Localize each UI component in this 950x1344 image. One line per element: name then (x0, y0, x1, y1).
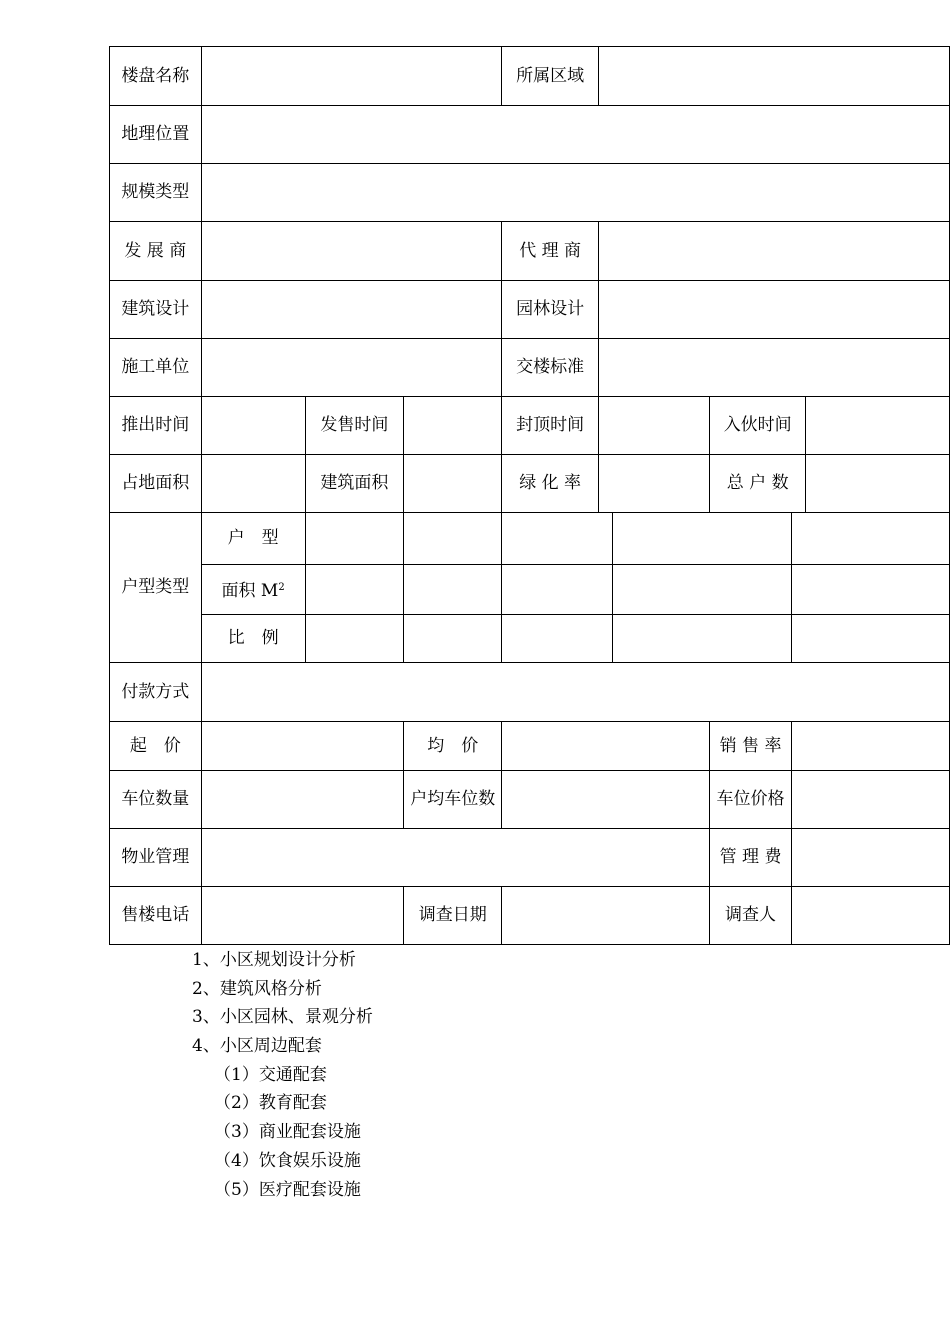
field-payment[interactable] (201, 663, 949, 722)
table-row (110, 47, 950, 106)
label-payment: 付款方式 (110, 663, 202, 722)
note-item: 4、小区周边配套 (192, 1036, 322, 1057)
label-households: 总 户 数 (709, 455, 806, 513)
area-text: 面积 M (221, 581, 279, 601)
note-item: 2、建筑风格分析 (192, 978, 322, 999)
subnote-item: （1）交通配套 (214, 1064, 327, 1085)
field-households[interactable] (806, 455, 950, 513)
field-delivery-standard[interactable] (598, 339, 949, 397)
label-sale-time: 发售时间 (305, 397, 403, 455)
cell-unit-type-1[interactable] (305, 513, 403, 565)
cell-ratio-2[interactable] (404, 615, 502, 663)
table-row (110, 397, 950, 455)
label-topping-time: 封顶时间 (502, 397, 599, 455)
cell-area-1[interactable] (305, 565, 403, 615)
field-green-rate[interactable] (598, 455, 709, 513)
field-survey-date[interactable] (502, 887, 710, 945)
label-parking-price: 车位价格 (709, 771, 791, 829)
note-item: 3、小区园林、景观分析 (192, 1007, 373, 1028)
table-row (110, 513, 950, 565)
table-row (110, 565, 950, 615)
cell-area-5[interactable] (792, 565, 950, 615)
note-item: 1、小区规划设计分析 (192, 950, 356, 970)
label-movein-time: 入伙时间 (709, 397, 806, 455)
table-row (110, 887, 950, 945)
field-developer[interactable] (201, 222, 502, 281)
label-sales-phone: 售楼电话 (110, 887, 202, 945)
field-topping-time[interactable] (598, 397, 709, 455)
label-unit-type: 户 型 (201, 513, 305, 565)
area-superscript: 2 (278, 582, 285, 593)
field-sales-rate[interactable] (792, 722, 950, 771)
subnote-item: （2）教育配套 (214, 1093, 327, 1114)
field-movein-time[interactable] (806, 397, 950, 455)
cell-unit-type-2[interactable] (404, 513, 502, 565)
label-unit-types: 户型类型 (110, 513, 202, 663)
label-delivery-standard: 交楼标准 (502, 339, 599, 397)
survey-form-table (109, 46, 950, 945)
cell-ratio-5[interactable] (792, 615, 950, 663)
table-row (110, 615, 950, 663)
cell-area-2[interactable] (404, 565, 502, 615)
cell-unit-type-3[interactable] (502, 513, 613, 565)
table-row (110, 164, 950, 222)
label-green-rate: 绿 化 率 (502, 455, 599, 513)
field-parking-count[interactable] (201, 771, 403, 829)
field-land-area[interactable] (201, 455, 305, 513)
analysis-notes (192, 946, 373, 1204)
field-property-mgmt[interactable] (201, 829, 709, 887)
field-contractor[interactable] (201, 339, 502, 397)
cell-ratio-4[interactable] (613, 615, 792, 663)
table-row (110, 829, 950, 887)
table-row (110, 771, 950, 829)
field-avg-price[interactable] (502, 722, 710, 771)
label-district: 所属区域 (502, 47, 599, 106)
field-landscape-design[interactable] (598, 281, 949, 339)
field-arch-design[interactable] (201, 281, 502, 339)
field-launch-time[interactable] (201, 397, 305, 455)
cell-area-4[interactable] (613, 565, 792, 615)
label-mgmt-fee: 管 理 费 (709, 829, 791, 887)
label-surveyor: 调查人 (709, 887, 791, 945)
label-area (201, 565, 305, 615)
label-parking-count: 车位数量 (110, 771, 202, 829)
field-floor-area[interactable] (404, 455, 502, 513)
label-launch-time: 推出时间 (110, 397, 202, 455)
cell-unit-type-5[interactable] (792, 513, 950, 565)
field-building-name[interactable] (201, 47, 502, 106)
subnote-item: （4）饮食娱乐设施 (214, 1150, 361, 1171)
field-agent[interactable] (598, 222, 949, 281)
table-row (110, 222, 950, 281)
field-start-price[interactable] (201, 722, 403, 771)
table-row (110, 455, 950, 513)
subnote-item: （3）商业配套设施 (214, 1122, 361, 1143)
field-parking-per-household[interactable] (502, 771, 710, 829)
field-scale-type[interactable] (201, 164, 949, 222)
label-agent: 代 理 商 (502, 222, 599, 281)
label-landscape-design: 园林设计 (502, 281, 599, 339)
field-parking-price[interactable] (792, 771, 950, 829)
label-survey-date: 调查日期 (404, 887, 502, 945)
label-contractor: 施工单位 (110, 339, 202, 397)
label-arch-design: 建筑设计 (110, 281, 202, 339)
label-property-mgmt: 物业管理 (110, 829, 202, 887)
cell-unit-type-4[interactable] (613, 513, 792, 565)
label-building-name: 楼盘名称 (110, 47, 202, 106)
table-row (110, 281, 950, 339)
label-location: 地理位置 (110, 106, 202, 164)
label-floor-area: 建筑面积 (305, 455, 403, 513)
field-location[interactable] (201, 106, 949, 164)
table-row (110, 106, 950, 164)
table-row (110, 663, 950, 722)
label-developer: 发 展 商 (110, 222, 202, 281)
subnote-item: （5）医疗配套设施 (214, 1179, 361, 1200)
field-district[interactable] (598, 47, 949, 106)
field-mgmt-fee[interactable] (792, 829, 950, 887)
cell-ratio-3[interactable] (502, 615, 613, 663)
label-start-price: 起 价 (110, 722, 202, 771)
field-surveyor[interactable] (792, 887, 950, 945)
table-row (110, 339, 950, 397)
label-sales-rate: 销 售 率 (709, 722, 791, 771)
cell-area-3[interactable] (502, 565, 613, 615)
label-parking-per-household: 户均车位数 (404, 771, 502, 829)
label-land-area: 占地面积 (110, 455, 202, 513)
field-sales-phone[interactable] (201, 887, 403, 945)
table-row (110, 722, 950, 771)
label-avg-price: 均 价 (404, 722, 502, 771)
field-sale-time[interactable] (404, 397, 502, 455)
label-ratio: 比 例 (201, 615, 305, 663)
cell-ratio-1[interactable] (305, 615, 403, 663)
label-scale-type: 规模类型 (110, 164, 202, 222)
